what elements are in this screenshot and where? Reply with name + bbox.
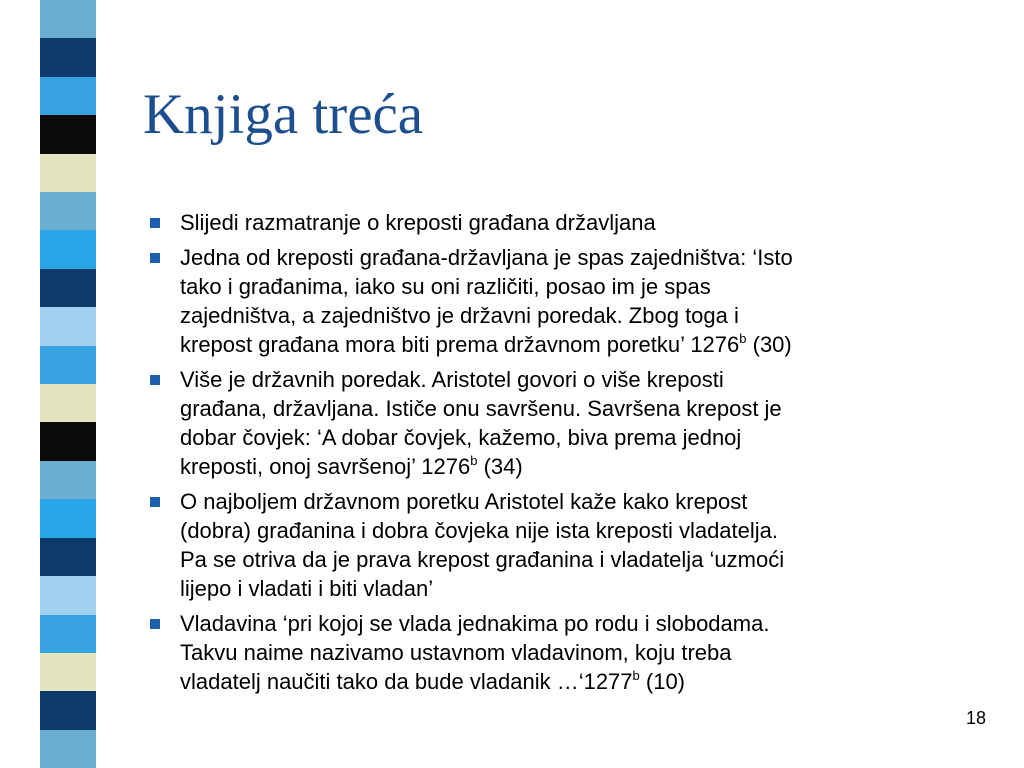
bullet-text-line — [180, 667, 980, 696]
page-number: 18 — [966, 708, 987, 728]
square-bullet-icon — [150, 497, 160, 507]
text-segment: građana, državljana. Ističe onu savršenu. Savršena krepost je — [180, 396, 782, 421]
stripe-block — [40, 730, 96, 768]
stripe-block — [40, 230, 96, 268]
stripe-block — [40, 499, 96, 537]
bullet-list — [150, 208, 980, 702]
bullet-text-line — [180, 574, 980, 603]
bullet-text-line — [180, 487, 980, 516]
stripe-block — [40, 538, 96, 576]
bullet-text-line — [180, 638, 980, 667]
square-bullet-icon — [150, 253, 160, 263]
bullet-text-line — [180, 208, 980, 237]
text-segment: dobar čovjek: ‘A dobar čovjek, kažemo, biva prema jednoj — [180, 425, 742, 450]
text-segment: krepost građana mora biti prema državnom poretku’ 1276 — [180, 332, 740, 357]
bullet-item — [150, 487, 980, 603]
text-segment: zajedništva, a zajedništvo je državni poredak. Zbog toga i — [180, 303, 739, 328]
text-segment: (30) — [746, 332, 792, 357]
superscript: b — [632, 668, 640, 683]
stripe-block — [40, 422, 96, 460]
bullet-text-line — [180, 301, 980, 330]
text-segment: Slijedi razmatranje o kreposti građana državljana — [180, 210, 656, 235]
stripe-block — [40, 461, 96, 499]
stripe-block — [40, 154, 96, 192]
stripe-block — [40, 307, 96, 345]
text-segment: (dobra) građanina i dobra čovjeka nije ista kreposti vladatelja. — [180, 518, 779, 543]
square-bullet-icon — [150, 619, 160, 629]
text-segment: (34) — [477, 454, 523, 479]
superscript: b — [739, 331, 747, 346]
stripe-block — [40, 38, 96, 76]
text-segment: vladatelj naučiti tako da bude vladanik …‘1277 — [180, 669, 633, 694]
text-segment: lijepo i vladati i biti vladan’ — [180, 576, 434, 601]
bullet-text-line — [180, 545, 980, 574]
stripe-block — [40, 384, 96, 422]
bullet-text-line — [180, 330, 980, 359]
stripe-block — [40, 0, 96, 38]
bullet-item — [150, 365, 980, 481]
bullet-text-line — [180, 394, 980, 423]
bullet-text-line — [180, 423, 980, 452]
stripe-block — [40, 615, 96, 653]
slide-title: Knjiga treća — [143, 83, 424, 146]
bullet-item — [150, 208, 980, 237]
stripe-block — [40, 192, 96, 230]
text-segment: Vladavina ‘pri kojoj se vlada jednakima po rodu i slobodama. — [180, 611, 770, 636]
bullet-text-line — [180, 365, 980, 394]
bullet-text-line — [180, 516, 980, 545]
bullet-text-line — [180, 609, 980, 638]
bullet-text-line — [180, 452, 980, 481]
text-segment: tako i građanima, iako su oni različiti, posao im je spas — [180, 274, 711, 299]
text-segment: Jedna od kreposti građana-državljana je spas zajedništva: ‘Isto — [180, 245, 793, 270]
bullet-item — [150, 609, 980, 696]
stripe-block — [40, 691, 96, 729]
decorative-stripe — [40, 0, 96, 768]
text-segment: Više je državnih poredak. Aristotel govori o više kreposti — [180, 367, 724, 392]
square-bullet-icon — [150, 375, 160, 385]
text-segment: Takvu naime nazivamo ustavnom vladavinom, koju treba — [180, 640, 732, 665]
text-segment: (10) — [639, 669, 686, 694]
bullet-item — [150, 243, 980, 359]
bullet-text-line — [180, 272, 980, 301]
stripe-block — [40, 77, 96, 115]
stripe-block — [40, 115, 96, 153]
stripe-block — [40, 269, 96, 307]
stripe-block — [40, 576, 96, 614]
stripe-block — [40, 346, 96, 384]
text-segment: Pa se otriva da je prava krepost građanina i vladatelja ‘uzmoći — [180, 547, 785, 572]
superscript: b — [470, 453, 478, 468]
stripe-block — [40, 653, 96, 691]
bullet-text-line — [180, 243, 980, 272]
text-segment: O najboljem državnom poretku Aristotel kaže kako krepost — [180, 489, 748, 514]
square-bullet-icon — [150, 218, 160, 228]
text-segment: kreposti, onoj savršenoj’ 1276 — [180, 454, 471, 479]
